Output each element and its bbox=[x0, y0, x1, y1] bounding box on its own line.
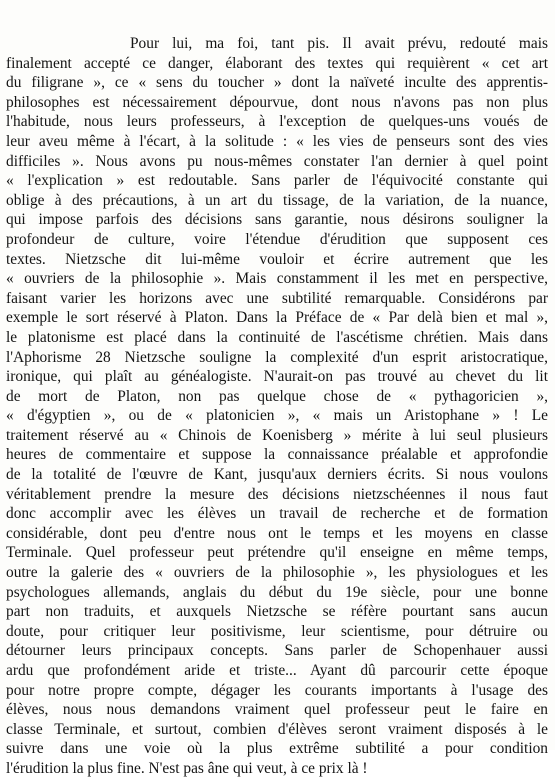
text-line: leur aveu même à l'écart, à la solitude : « les vies de penseurs sont des vies bbox=[6, 132, 548, 150]
text-line: textes. Nietzsche dit lui-même vouloir et écrire autrement que les bbox=[6, 250, 548, 268]
text-line: doute, pour critiquer leur positivisme, leur scientisme, pour détruire ou bbox=[6, 622, 548, 640]
text-line: exemple le sort réservé à Platon. Dans la Préface de « Par delà bien et mal », bbox=[6, 309, 548, 327]
text-line: du filigrane », ce « sens du toucher » dont la naïveté inculte des apprentis- bbox=[6, 74, 548, 92]
text-line: « ouvriers de la philosophie ». Mais constamment il les met en perspective, bbox=[6, 270, 548, 288]
text-line: considérable, dont peu d'entre nous ont le temps et les moyens en classe bbox=[6, 524, 548, 542]
text-line: part non traduits, et auxquels Nietzsche se réfère pourtant sans aucun bbox=[6, 603, 548, 621]
text-line: « d'égyptien », ou de « platonicien », « mais un Aristophane » ! Le bbox=[6, 407, 548, 425]
text-line: traitement réservé au « Chinois de Koenisberg » mérite à lui seul plusieurs bbox=[6, 426, 548, 444]
body-text bbox=[6, 34, 548, 779]
text-line: ironique, qui plaît au généalogiste. N'aurait-on pas trouvé au chevet du lit bbox=[6, 368, 548, 386]
text-line: de la totalité de l'œuvre de Kant, jusqu'aux derniers écrits. Si nous voulons bbox=[6, 466, 548, 484]
text-line: difficiles ». Nous avons pu nous-mêmes constater l'an dernier à quel point bbox=[6, 152, 548, 170]
text-line: de mort de Platon, non pas quelque chose de « pythagoricien », bbox=[6, 387, 548, 405]
text-line: ardu que profondément aride et triste... Ayant dû parcourir cette époque bbox=[6, 662, 548, 679]
text-line: « l'explication » est redoutable. Sans parler de l'équivocité constante qui bbox=[6, 172, 548, 190]
text-line: philosophes est nécessairement dépourvue, dont nous n'avons pas non plus bbox=[6, 93, 548, 111]
text-line: faisant varier les horizons avec une subtilité remarquable. Considérons par bbox=[6, 289, 548, 307]
text-line: pour notre propre compte, dégager les courants importants à l'usage des bbox=[6, 681, 548, 699]
text-line: finalement accepté ce danger, élaborant des textes qui requièrent « cet art bbox=[6, 54, 548, 72]
text-line: l'Aphorisme 28 Nietzsche souligne la complexité d'un esprit aristocratique, bbox=[6, 348, 548, 366]
text-line: l'érudition la plus fine. N'est pas âne qui veut, à ce prix là ! bbox=[6, 759, 368, 777]
text-line: véritablement prendre la mesure des décisions nietzschéennes il nous faut bbox=[6, 485, 548, 503]
text-line: profondeur de culture, voire l'étendue d'érudition que supposent ces bbox=[6, 230, 548, 248]
text-line: qui impose parfois des décisions sans garantie, nous désirons souligner la bbox=[6, 211, 548, 229]
text-line: classe Terminale, et surtout, combien d'élèves seront vraiment disposés à le bbox=[6, 720, 548, 738]
text-line: psychologues allemands, anglais du début du 19e siècle, pour une bonne bbox=[6, 583, 548, 601]
text-line: Terminale. Quel professeur peut prétendre qu'il enseigne en même temps, bbox=[6, 544, 548, 562]
text-line: suivre dans une voie où la plus extrême subtilité a pour condition bbox=[6, 740, 548, 758]
text-line: Pour lui, ma foi, tant pis. Il avait prévu, redouté mais bbox=[130, 35, 548, 52]
text-line: donc accomplir avec les élèves un travail de recherche et de formation bbox=[6, 505, 548, 523]
text-line: oblige à des précautions, à un art du tissage, de la variation, de la nuance, bbox=[6, 191, 548, 209]
text-line: outre la galerie des « ouvriers de la philosophie », les physiologues et les bbox=[6, 564, 548, 582]
text-line: élèves, nous nous demandons vraiment quel professeur peut le faire en bbox=[6, 701, 548, 719]
text-line: détourner leurs principaux concepts. Sans parler de Schopenhauer aussi bbox=[6, 642, 548, 660]
text-line: le platonisme est placé dans la continuité de l'ascétisme chrétien. Mais dans bbox=[6, 328, 548, 346]
text-line: heures de commentaire et suppose la connaissance préalable et approfondie bbox=[6, 446, 548, 464]
text-line: l'habitude, nous leurs professeurs, à l'exception de quelques-uns voués de bbox=[6, 113, 548, 131]
